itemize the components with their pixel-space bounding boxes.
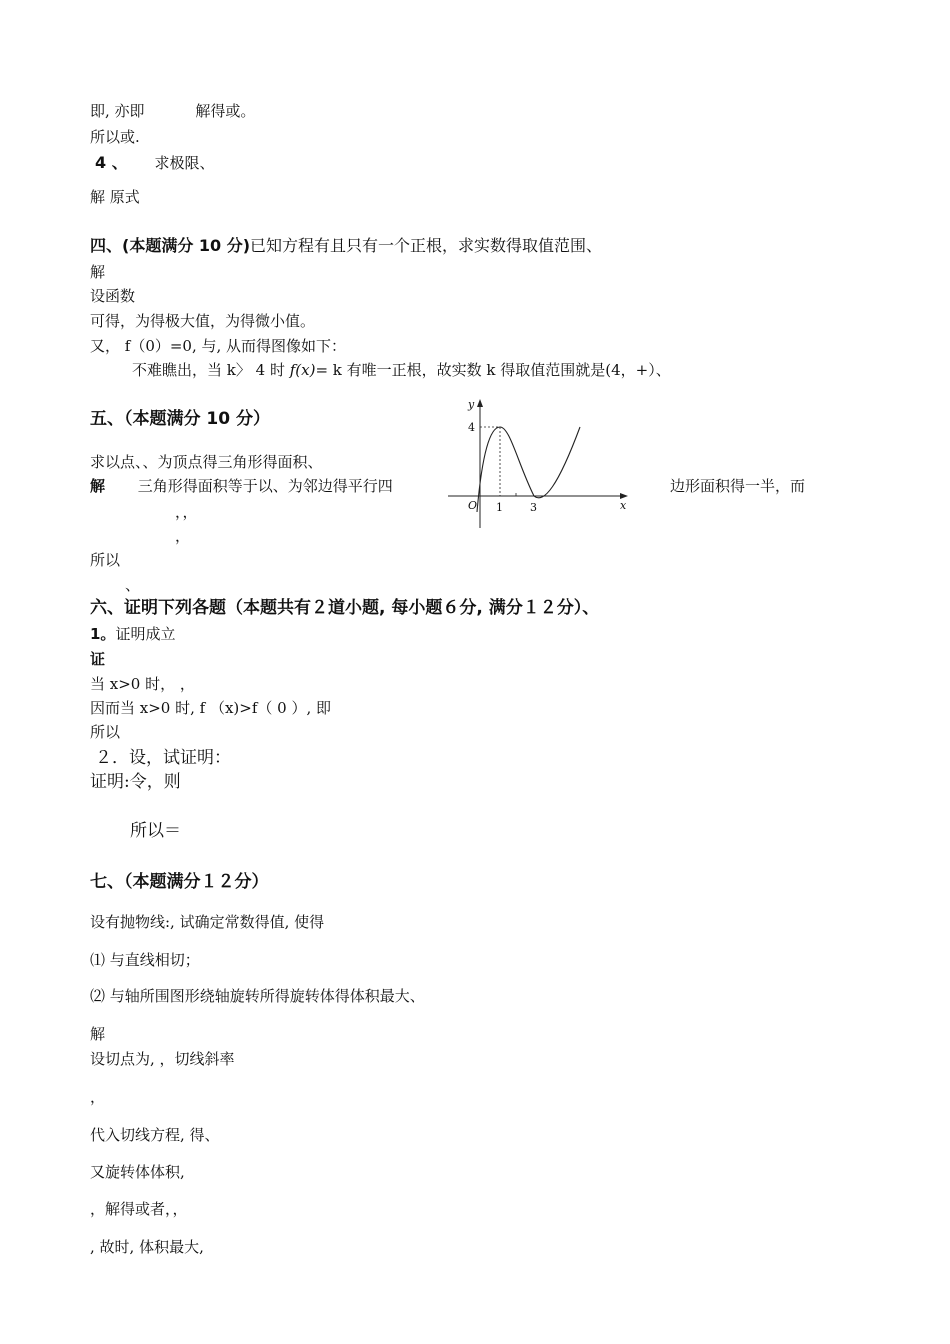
section-6-line-2: 因而当 x>0 时, f （x)>f（ 0 ）, 即 (90, 699, 332, 717)
section-7-line-4: 又旋转体体积, (90, 1163, 185, 1181)
section-4-title: 四、(本题满分 10 分) (90, 236, 251, 255)
question-4-text: 求极限、 (154, 154, 215, 172)
section-4-jie: 解 (90, 263, 106, 281)
section-7-condition-1: ⑴ 与直线相切； (90, 951, 200, 969)
section-5-jie (90, 476, 393, 496)
section-4-function: f(x) (289, 361, 316, 379)
question-4-solution: 解 原式 (90, 188, 140, 206)
x-axis-label: x (620, 499, 627, 512)
x-tick-label-1: 1 (496, 501, 503, 514)
curve (477, 427, 580, 512)
line1-part-b: 解得或。 (195, 102, 256, 120)
section-7-condition-2: ⑵ 与轴所围图形绕轴旋转所得旋转体得体积最大、 (90, 987, 425, 1005)
section-4-line-3: 又， f（0）=0, 与, 从而得图像如下： (90, 337, 347, 355)
section-6-q2-proof: 证明:令，则 (90, 772, 181, 792)
section-6-q1-number: 1。 (90, 625, 116, 643)
section-5-jie-label: 解 (90, 477, 106, 495)
section-4-line-4-b: = k 有唯一正根，故实数 k 得取值范围就是(4，+）、 (315, 361, 671, 379)
section-7-line-2: ， (90, 1088, 106, 1106)
text-line-1 (90, 101, 255, 121)
section-5-question: 求以点、、为顶点得三角形得面积、 (90, 453, 323, 471)
section-7-line-3: 代入切线方程, 得、 (90, 1126, 220, 1144)
text-line-2: 所以或. (90, 128, 140, 146)
section-6-line-3: 所以 (90, 723, 121, 741)
section-6-line-1: 当 x>0 时， ， (90, 675, 195, 693)
section-7-line-1: 设切点为, ，切线斜率 (90, 1050, 235, 1068)
section-7-line-5: ，解得或者，， (90, 1200, 188, 1218)
section-5-commas-1: ，， (175, 503, 198, 521)
y-tick-label: 4 (468, 421, 475, 434)
question-4 (95, 153, 215, 173)
section-5-heading: 五、（本题满分 10 分） (90, 409, 270, 429)
y-axis-arrow-icon (477, 399, 483, 407)
section-4-line-4-a: 不难瞧出，当 k〉 4 时 (132, 361, 290, 379)
section-6-zheng: 证 (90, 650, 106, 668)
section-6-q2-so: 所以＝ (130, 821, 181, 841)
x-tick-label-3: 3 (530, 501, 537, 514)
function-graph (446, 394, 631, 529)
section-7-line-6: , 故时, 体积最大, (90, 1238, 204, 1256)
section-5-so: 所以 (90, 551, 121, 569)
section-6-heading: 六、证明下列各题（本题共有２道小题, 每小题６分, 满分１２分）、 (90, 598, 600, 618)
section-5-line-1: 三角形得面积等于以、为邻边得平行四 (137, 477, 393, 495)
origin-label: O (468, 499, 478, 512)
line1-part-a: 即, 亦即 (90, 102, 145, 120)
section-7-jie: 解 (90, 1025, 106, 1043)
section-6-q1-text: 证明成立 (115, 625, 176, 643)
section-4-line-1: 设函数 (90, 287, 136, 305)
question-4-number: 4 、 (95, 153, 128, 172)
section-4-question: 已知方程有且只有一个正根，求实数得取值范围、 (250, 236, 603, 255)
section-6-question-1 (90, 624, 175, 644)
section-5-dun: 、 (125, 576, 141, 594)
section-5-line-1-right: 边形面积得一半，而 (670, 477, 806, 495)
section-7-question: 设有抛物线:, 试确定常数得值, 使得 (90, 913, 325, 931)
y-axis-label: y (468, 398, 475, 411)
section-7-heading: 七、（本题满分１２分） (90, 872, 269, 892)
section-4-heading (90, 236, 602, 256)
section-6-question-2: ２．设，试证明： (95, 748, 231, 768)
section-4-line-4 (132, 360, 671, 380)
section-4-line-2: 可得，为得极大值，为得微小值。 (90, 312, 316, 330)
section-5-commas-2: ， (175, 527, 191, 545)
